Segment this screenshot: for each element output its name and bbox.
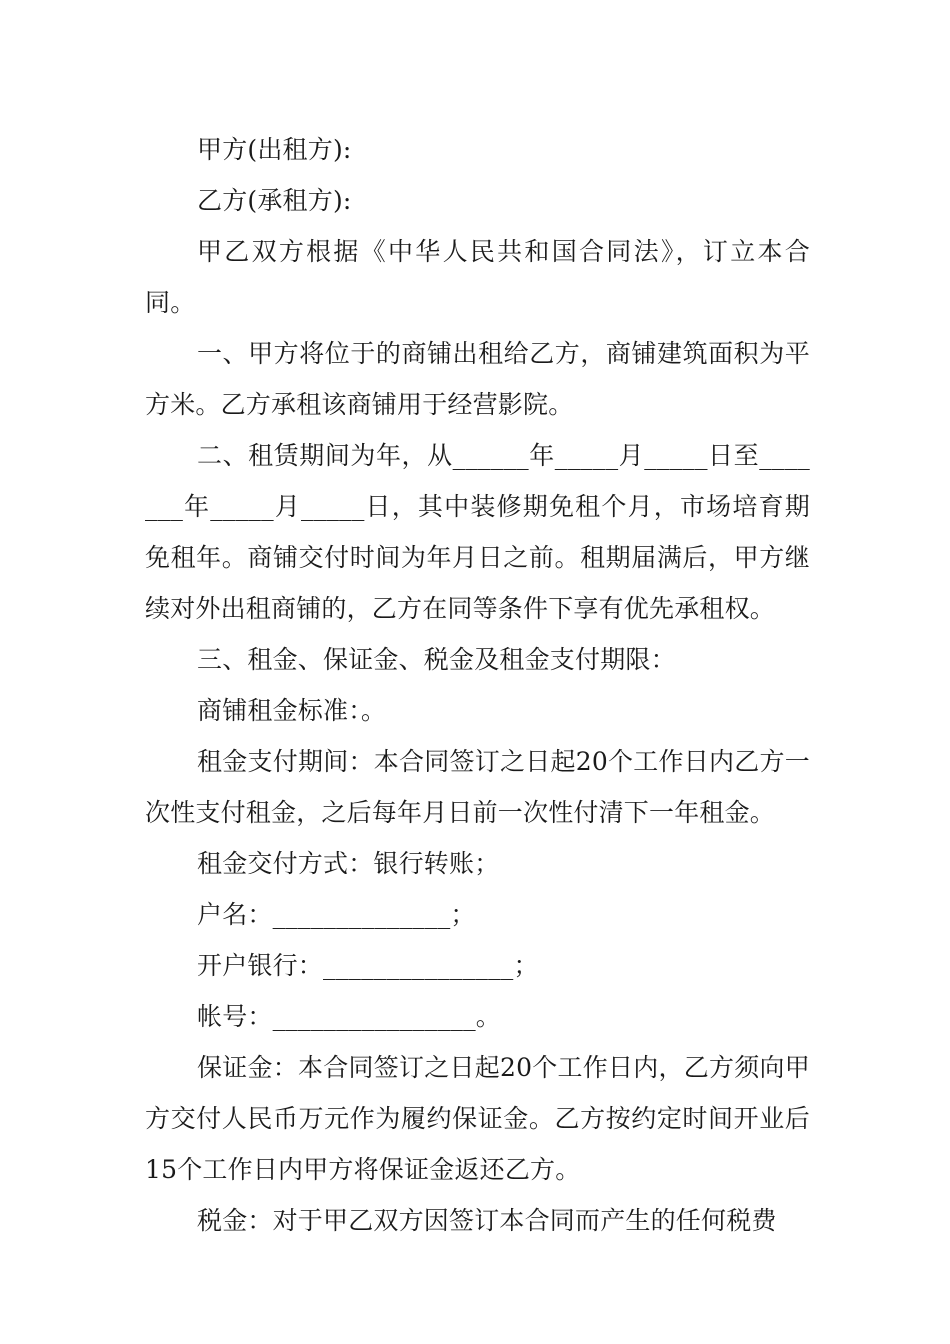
clause-2-paragraph: 二、租赁期间为年，从______年_____月_____日至_______年_____月_____日，其中装修期免租个月，市场培育期免租年。商铺交付时间为年月日之前。租期届满后，甲方继续对外出租商铺的，乙方在同等条件下享有优先承租权。 xyxy=(145,441,810,623)
bank-line: 开户银行：_______________； xyxy=(197,951,539,980)
contract-body xyxy=(145,124,810,1246)
clause-3-heading: 三、租金、保证金、税金及租金支付期限： xyxy=(197,645,676,674)
clause-1-paragraph: 一、甲方将位于的商铺出租给乙方，商铺建筑面积为平方米。乙方承租该商铺用于经营影院。 xyxy=(145,339,810,419)
party-b-line: 乙方(承租方): xyxy=(197,186,352,215)
rent-payment-period-paragraph: 租金支付期间：本合同签订之日起20个工作日内乙方一次性支付租金，之后每年月日前一次性付清下一年租金。 xyxy=(145,747,810,827)
tax-paragraph: 税金：对于甲乙双方因签订本合同而产生的任何税费 xyxy=(197,1206,777,1235)
account-name-line: 户名：______________； xyxy=(197,900,476,929)
party-a-line: 甲方(出租方): xyxy=(197,135,352,164)
preamble-paragraph: 甲乙双方根据《中华人民共和国合同法》，订立本合同。 xyxy=(145,237,810,317)
account-number-line: 帐号：________________。 xyxy=(197,1002,502,1031)
rent-payment-method-line: 租金交付方式：银行转账； xyxy=(197,849,500,878)
rent-standard-line: 商铺租金标准：。 xyxy=(197,696,387,725)
deposit-paragraph: 保证金：本合同签订之日起20个工作日内，乙方须向甲方交付人民币万元作为履约保证金。乙方按约定时间开业后15个工作日内甲方将保证金返还乙方。 xyxy=(145,1053,810,1184)
